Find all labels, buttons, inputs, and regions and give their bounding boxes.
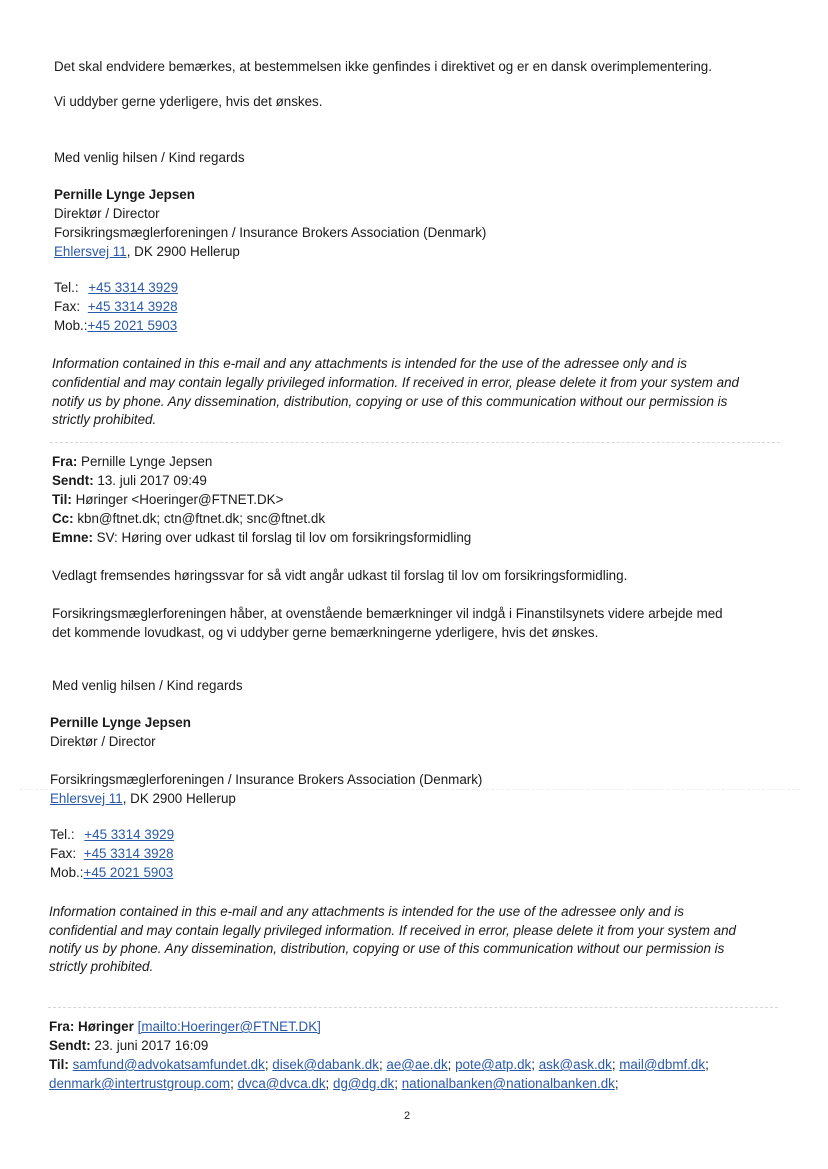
- disclaimer-line: notify us by phone. Any dissemination, distribution, copying or use of this communication without our permission is: [49, 941, 725, 956]
- to-label: Til:: [49, 1057, 69, 1072]
- tel-label: Tel.:: [50, 827, 75, 842]
- disclaimer-line: strictly prohibited.: [52, 412, 157, 427]
- to-value: Høringer <Hoeringer@FTNET.DK>: [75, 492, 284, 507]
- fax-link[interactable]: +45 3314 3928: [83, 846, 174, 861]
- recipient-email-link[interactable]: disek@dabank.dk: [272, 1057, 379, 1072]
- greeting: Med venlig hilsen / Kind regards: [54, 150, 245, 165]
- recipient-email-link[interactable]: pote@atp.dk: [455, 1057, 532, 1072]
- greeting: Med venlig hilsen / Kind regards: [52, 678, 243, 693]
- recipient-email-link[interactable]: mail@dbmf.dk: [619, 1057, 706, 1072]
- mailto-link[interactable]: [mailto:Hoeringer@FTNET.DK]: [137, 1019, 321, 1034]
- address-rest: , DK 2900 Hellerup: [122, 791, 236, 806]
- recipient-separator: ;: [230, 1076, 238, 1091]
- sent-label: Sendt:: [52, 473, 94, 488]
- mob-label: Mob.:: [50, 865, 84, 880]
- disclaimer-line: notify us by phone. Any dissemination, distribution, copying or use of this communication without our permission is: [52, 394, 728, 409]
- cc-value: kbn@ftnet.dk; ctn@ftnet.dk; snc@ftnet.dk: [77, 511, 326, 526]
- signature-name: Pernille Lynge Jepsen: [50, 715, 191, 730]
- from-label: Fra:: [52, 454, 78, 469]
- recipient-email-link[interactable]: dvca@dvca.dk: [237, 1076, 326, 1091]
- from-label: Fra:: [49, 1019, 75, 1034]
- fax-label: Fax:: [50, 846, 77, 861]
- email-body-paragraph: det kommende lovudkast, og vi uddyber gerne bemærkningerne yderligere, hvis det ønskes.: [52, 625, 599, 640]
- fax-row: [54, 298, 178, 316]
- mob-link[interactable]: +45 2021 5903: [83, 865, 174, 880]
- disclaimer-line: Information contained in this e-mail and any attachments is intended for the use of the adressee only and is: [52, 356, 687, 371]
- tel-label: Tel.:: [54, 280, 79, 295]
- mob-row: [50, 864, 173, 882]
- cc-label: Cc:: [52, 511, 74, 526]
- fax-link[interactable]: +45 3314 3928: [87, 299, 178, 314]
- email-sent: [49, 1037, 208, 1055]
- email-to-continued: [49, 1075, 619, 1093]
- recipient-separator: ;: [325, 1076, 333, 1091]
- subject-value: SV: Høring over udkast til forslag til lov om forsikringsformidling: [96, 530, 472, 545]
- recipient-email-link[interactable]: ask@ask.dk: [538, 1057, 612, 1072]
- signature-organization: Forsikringsmæglerforeningen / Insurance Brokers Association (Denmark): [50, 772, 483, 787]
- fax-row: [50, 845, 174, 863]
- disclaimer-line: Information contained in this e-mail and any attachments is intended for the use of the adressee only and is: [49, 904, 684, 919]
- subject-label: Emne:: [52, 530, 93, 545]
- recipients-line-2: [49, 1076, 619, 1091]
- divider: [48, 1007, 778, 1008]
- signature-name: Pernille Lynge Jepsen: [54, 187, 195, 202]
- recipient-separator: ;: [378, 1057, 387, 1072]
- email-subject: [52, 529, 471, 547]
- email-cc: [52, 510, 325, 528]
- email-body-paragraph: Vedlagt fremsendes høringssvar for så vidt angår udkast til forslag til lov om forsikringsformidling.: [52, 568, 628, 583]
- to-label: Til:: [52, 492, 72, 507]
- sent-label: Sendt:: [49, 1038, 91, 1053]
- tel-link[interactable]: +45 3314 3929: [88, 280, 179, 295]
- email-to: [49, 1056, 709, 1074]
- recipients-line-1: [73, 1057, 709, 1072]
- recipient-separator: ;: [705, 1057, 709, 1072]
- recipient-email-link[interactable]: ae@ae.dk: [386, 1057, 448, 1072]
- sent-value: 23. juni 2017 16:09: [94, 1038, 209, 1053]
- note-line-1: Det skal endvidere bemærkes, at bestemmelsen ikke genfindes i direktivet og er en dansk overimplementering.: [54, 59, 712, 74]
- recipient-separator: ;: [447, 1057, 456, 1072]
- recipient-separator: ;: [264, 1057, 273, 1072]
- recipient-separator: ;: [531, 1057, 539, 1072]
- recipient-separator: ;: [611, 1057, 620, 1072]
- fax-label: Fax:: [54, 299, 81, 314]
- recipient-email-link[interactable]: nationalbanken@nationalbanken.dk: [401, 1076, 615, 1091]
- recipient-separator: ;: [614, 1076, 619, 1091]
- mob-link[interactable]: +45 2021 5903: [87, 318, 178, 333]
- signature-address: [50, 790, 236, 808]
- note-line-2: Vi uddyber gerne yderligere, hvis det ønskes.: [54, 94, 323, 109]
- signature-title: Direktør / Director: [50, 734, 156, 749]
- disclaimer-line: confidential and may contain legally privileged information. If received in error, please delete it from your system and: [49, 923, 736, 938]
- signature-address: [54, 243, 240, 261]
- tel-row: [50, 826, 174, 844]
- tel-link[interactable]: +45 3314 3929: [84, 827, 175, 842]
- email-sent: [52, 472, 207, 490]
- from-value: Høringer: [78, 1019, 134, 1034]
- email-from: [52, 453, 212, 471]
- page-number: 2: [404, 1110, 411, 1122]
- tel-row: [54, 279, 178, 297]
- address-link[interactable]: Ehlersvej 11: [54, 244, 127, 259]
- recipient-separator: ;: [394, 1076, 402, 1091]
- mob-label: Mob.:: [54, 318, 88, 333]
- signature-title: Direktør / Director: [54, 206, 160, 221]
- from-value: Pernille Lynge Jepsen: [81, 454, 213, 469]
- email-from: [49, 1018, 321, 1036]
- divider: [50, 442, 780, 443]
- address-link[interactable]: Ehlersvej 11: [50, 791, 123, 806]
- sent-value: 13. juli 2017 09:49: [97, 473, 207, 488]
- signature-organization: Forsikringsmæglerforeningen / Insurance Brokers Association (Denmark): [54, 225, 487, 240]
- email-to: [52, 491, 283, 509]
- mob-row: [54, 317, 177, 335]
- recipient-email-link[interactable]: samfund@advokatsamfundet.dk: [72, 1057, 265, 1072]
- recipient-email-link[interactable]: dg@dg.dk: [333, 1076, 395, 1091]
- recipient-email-link[interactable]: denmark@intertrustgroup.com: [49, 1076, 231, 1091]
- email-body-paragraph: Forsikringsmæglerforeningen håber, at ovenstående bemærkninger vil indgå i Finanstilsynets videre arbejde med: [52, 606, 723, 621]
- disclaimer-line: confidential and may contain legally privileged information. If received in error, please delete it from your system and: [52, 375, 739, 390]
- disclaimer-line: strictly prohibited.: [49, 959, 154, 974]
- address-rest: , DK 2900 Hellerup: [126, 244, 240, 259]
